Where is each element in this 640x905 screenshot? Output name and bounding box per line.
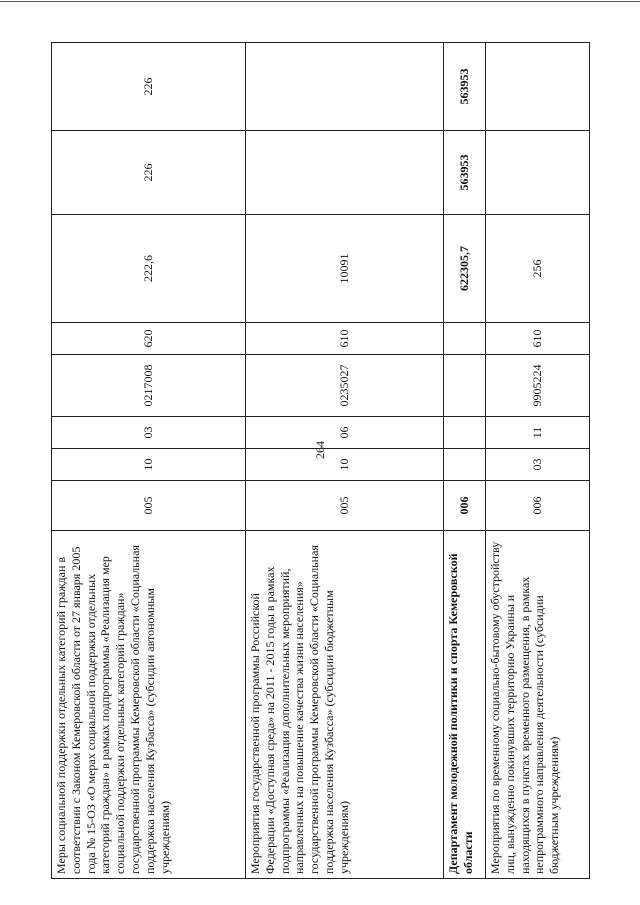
row-name: Мероприятия государственной программы Российской Федерации «Доступная среда» на 2011 - 2015 годы в рамках подпрограммы «Реализация дополнительных мероприятий, направленных на повышение качества жизни населения» государственной программы Кемеровской области «Социальная поддержка населения Кузбасса» (субсидии бюджетным учреждениям) <box>246 531 444 879</box>
csr-code: 9905224 <box>486 355 590 417</box>
pr-code: 03 <box>52 417 246 449</box>
vr-code: 610 <box>246 323 444 355</box>
ved-code: 006 <box>486 481 590 531</box>
sum-year-1: 622305,7 <box>444 215 486 323</box>
sum-year-2 <box>246 131 444 215</box>
sum-year-1: 222,6 <box>52 215 246 323</box>
page-number: 264 <box>313 441 327 459</box>
top-rule <box>0 1 640 2</box>
rz-code: 03 <box>486 449 590 481</box>
row-name: Мероприятия по временному социально-бытовому обустройству лиц, вынужденно покинувших территорию Украины и находящихся в пунктах временного размещения, в рамках непрограммного направления деятельности (субсидии бюджетным учреждениям) <box>486 531 590 879</box>
sum-year-3 <box>246 43 444 131</box>
table-row <box>486 43 590 879</box>
rz-code <box>444 449 486 481</box>
table-row <box>444 43 486 879</box>
vr-code <box>444 323 486 355</box>
rotated-table <box>51 43 589 879</box>
sum-year-1: 256 <box>486 215 590 323</box>
ved-code: 005 <box>52 481 246 531</box>
sum-year-3: 563953 <box>444 43 486 131</box>
ved-code: 005 <box>246 481 444 531</box>
vr-code: 620 <box>52 323 246 355</box>
sum-year-3: 226 <box>52 43 246 131</box>
pr-code: 11 <box>486 417 590 449</box>
sum-year-2: 226 <box>52 131 246 215</box>
row-name: Меры социальной поддержки отдельных категорий граждан в соответствии с Законом Кемеровской области от 27 января 2005 года № 15-ОЗ «О мерах социальной поддержки отдельных категорий граждан» в рамках подпрограммы «Реализация мер социальной поддержки отдельных категорий граждан» государственной программы Кемеровской области «Социальная поддержка населения Кузбасса» (субсидии автономным учреждениям) <box>52 531 246 879</box>
row-name: Департамент молодежной политики и спорта Кемеровской области <box>444 531 486 879</box>
budget-table-frame <box>51 43 589 879</box>
table-row <box>246 43 444 879</box>
csr-code: 0235027 <box>246 355 444 417</box>
sum-year-3 <box>486 43 590 131</box>
pr-code: 06 <box>246 417 444 449</box>
sum-year-2 <box>486 131 590 215</box>
rz-code: 10 <box>52 449 246 481</box>
rz-code: 10 <box>246 449 444 481</box>
ved-code: 006 <box>444 481 486 531</box>
csr-code <box>444 355 486 417</box>
sum-year-1: 10091 <box>246 215 444 323</box>
table-row <box>52 43 246 879</box>
csr-code: 0217008 <box>52 355 246 417</box>
vr-code: 610 <box>486 323 590 355</box>
sum-year-2: 563953 <box>444 131 486 215</box>
budget-table <box>51 42 590 879</box>
pr-code <box>444 417 486 449</box>
